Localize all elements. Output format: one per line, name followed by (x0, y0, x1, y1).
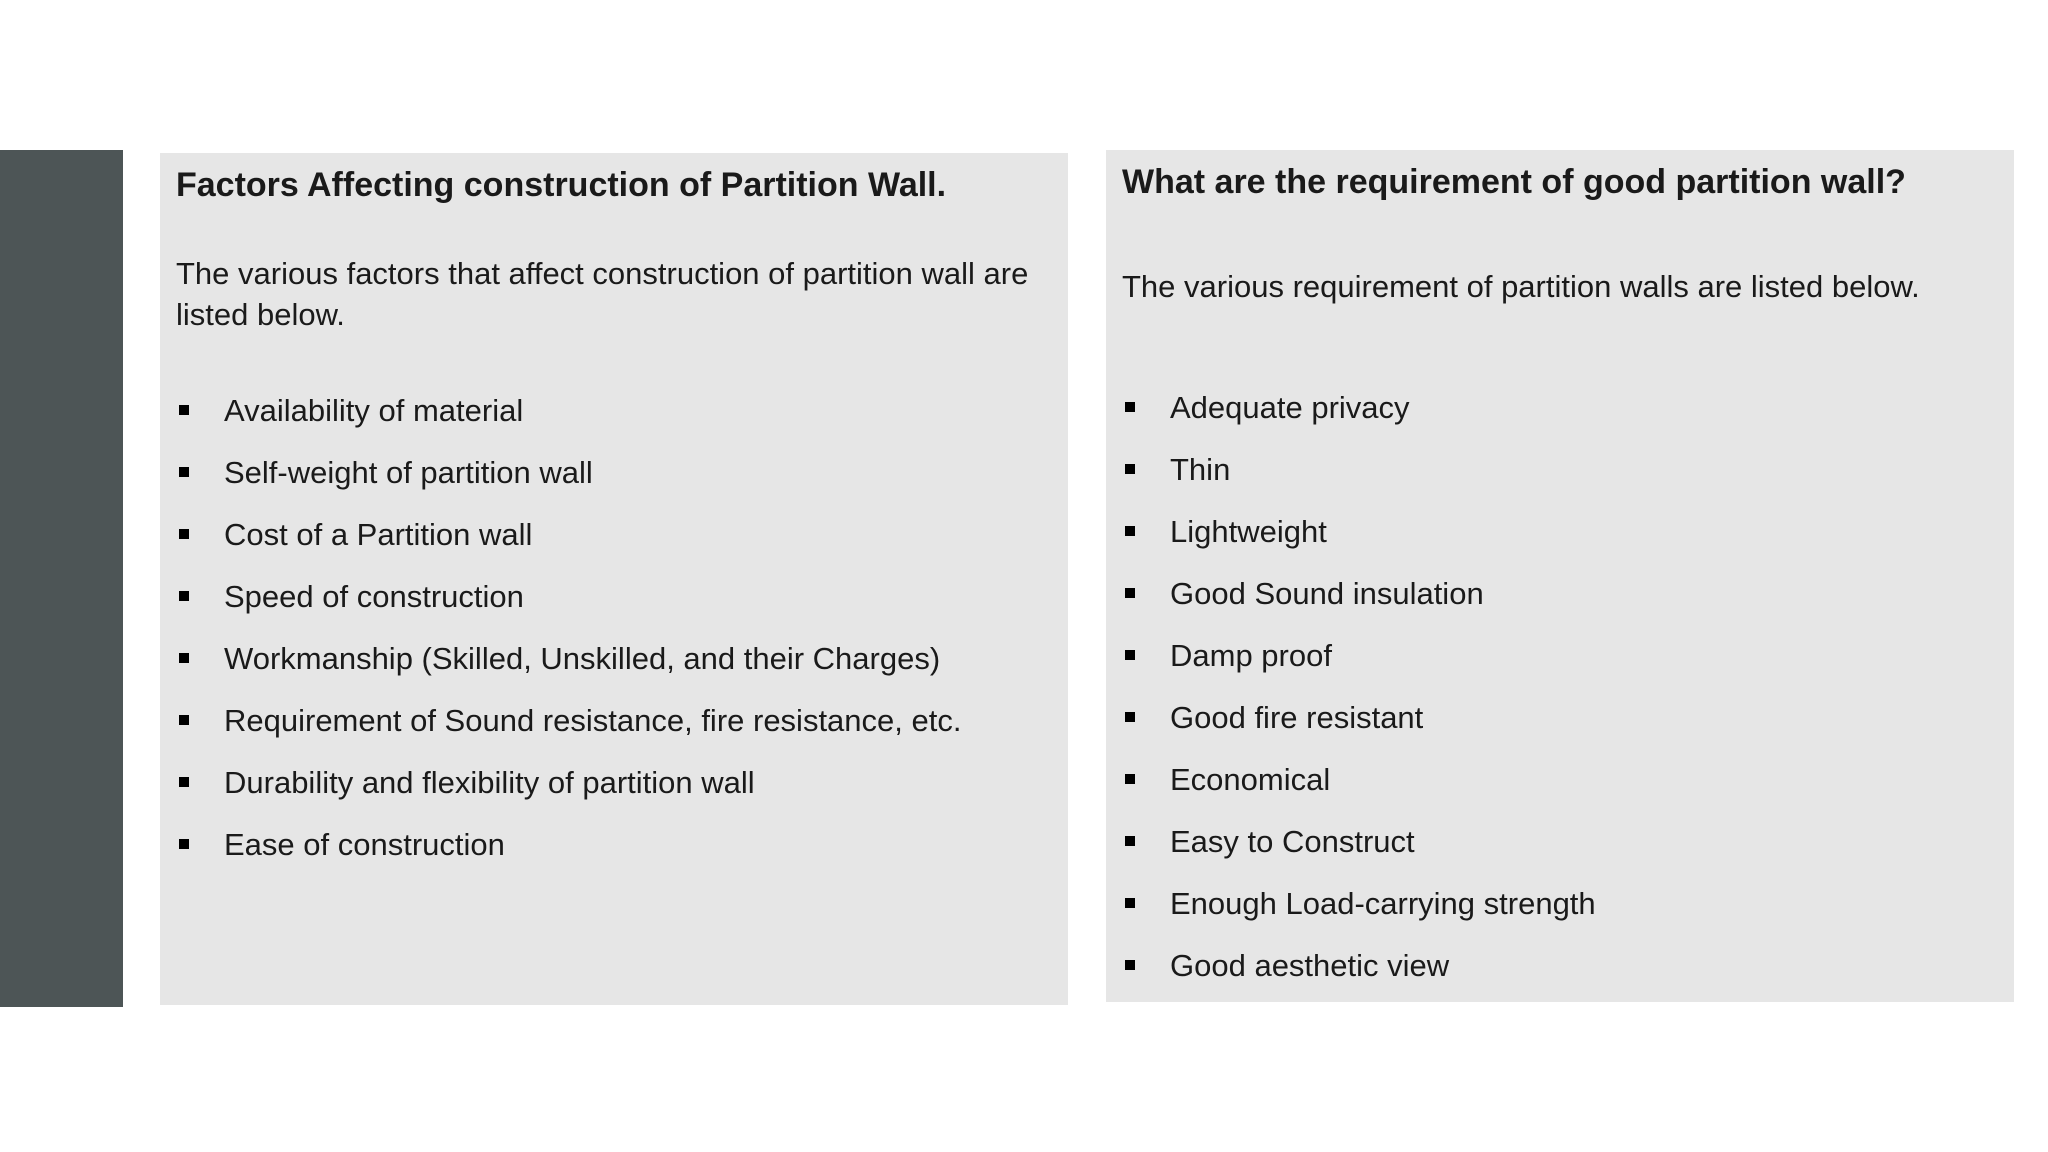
list-item-text: Durability and flexibility of partition wall (224, 765, 755, 800)
list-item-text: Adequate privacy (1170, 390, 1410, 425)
square-bullet-icon (1125, 650, 1135, 660)
list-item (1122, 822, 1596, 884)
square-bullet-icon (179, 591, 189, 601)
square-bullet-icon (179, 405, 189, 415)
requirements-panel (1106, 150, 2014, 1002)
side-accent-bar (0, 150, 123, 1007)
square-bullet-icon (1125, 836, 1135, 846)
square-bullet-icon (1125, 464, 1135, 474)
requirements-intro: The various requirement of partition walls are listed below. (1122, 269, 1920, 304)
factors-intro: The various factors that affect construction of partition wall are listed below. (176, 256, 1029, 332)
list-item (1122, 884, 1596, 946)
list-item (1122, 760, 1596, 822)
list-item (1122, 574, 1596, 636)
list-item-text: Good fire resistant (1170, 700, 1424, 735)
square-bullet-icon (179, 715, 189, 725)
factors-title: Factors Affecting construction of Partition Wall. (176, 166, 947, 204)
square-bullet-icon (1125, 402, 1135, 412)
list-item (1122, 512, 1596, 574)
list-item-text: Damp proof (1170, 638, 1332, 673)
square-bullet-icon (1125, 712, 1135, 722)
list-item-text: Lightweight (1170, 514, 1327, 549)
square-bullet-icon (179, 839, 189, 849)
list-item (176, 701, 961, 763)
list-item-text: Self-weight of partition wall (224, 455, 593, 490)
requirements-title: What are the requirement of good partition wall? (1122, 163, 1906, 201)
list-item (176, 825, 961, 887)
list-item-text: Cost of a Partition wall (224, 517, 533, 552)
square-bullet-icon (179, 529, 189, 539)
list-item (176, 515, 961, 577)
list-item (1122, 946, 1596, 1008)
list-item (1122, 698, 1596, 760)
requirements-list (1122, 388, 1596, 1008)
square-bullet-icon (1125, 526, 1135, 536)
list-item-text: Enough Load-carrying strength (1170, 886, 1596, 921)
list-item-text: Economical (1170, 762, 1331, 797)
list-item-text: Speed of construction (224, 579, 524, 614)
square-bullet-icon (1125, 774, 1135, 784)
square-bullet-icon (1125, 898, 1135, 908)
list-item (176, 391, 961, 453)
list-item-text: Thin (1170, 452, 1231, 487)
list-item (1122, 636, 1596, 698)
list-item (176, 639, 961, 701)
list-item-text: Workmanship (Skilled, Unskilled, and their Charges) (224, 641, 941, 676)
factors-panel (160, 153, 1068, 1005)
list-item (176, 453, 961, 515)
square-bullet-icon (1125, 588, 1135, 598)
list-item-text: Availability of material (224, 393, 524, 428)
list-item-text: Good Sound insulation (1170, 576, 1484, 611)
square-bullet-icon (179, 653, 189, 663)
square-bullet-icon (1125, 960, 1135, 970)
list-item-text: Requirement of Sound resistance, fire resistance, etc. (224, 703, 962, 738)
list-item (1122, 450, 1596, 512)
list-item-text: Easy to Construct (1170, 824, 1415, 859)
square-bullet-icon (179, 467, 189, 477)
list-item (176, 577, 961, 639)
list-item (1122, 388, 1596, 450)
factors-list (176, 391, 961, 887)
list-item-text: Good aesthetic view (1170, 948, 1450, 983)
list-item (176, 763, 961, 825)
square-bullet-icon (179, 777, 189, 787)
list-item-text: Ease of construction (224, 827, 505, 862)
